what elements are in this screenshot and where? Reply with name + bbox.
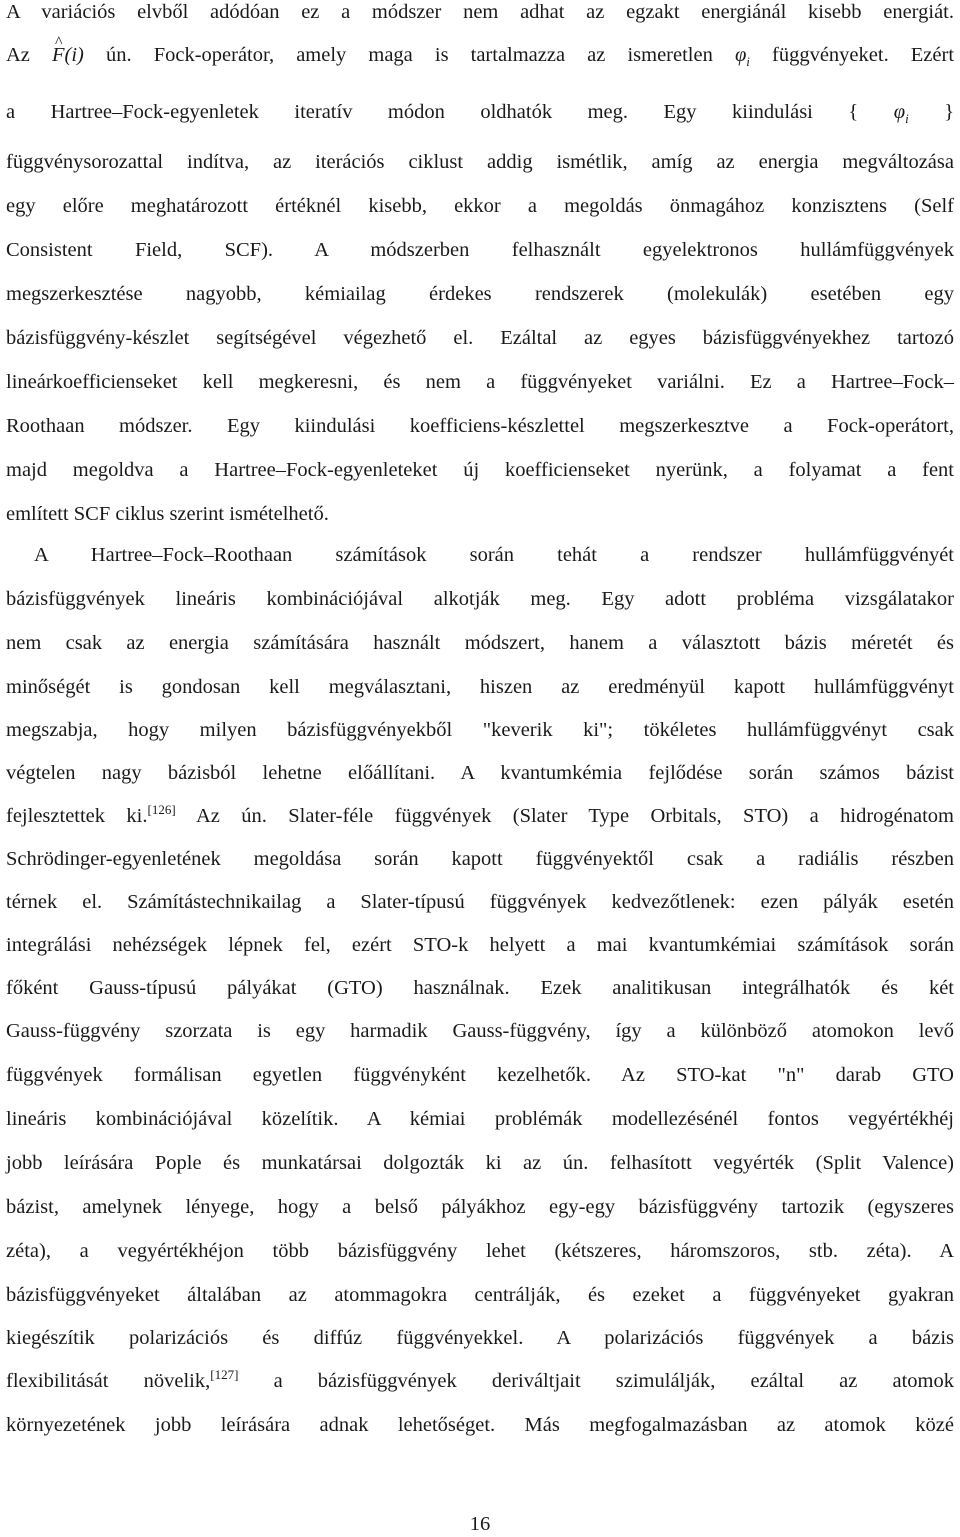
- text-line: zéta), a vegyértékhéjon több bázisfüggvény lehet (kétszeres, háromszoros, stb. zéta). A: [6, 1240, 954, 1262]
- text-line: Gauss-függvény szorzata is egy harmadik Gauss-függvény, így a különböző atomokon levő: [6, 1020, 954, 1042]
- text-line: megszerkesztése nagyobb, kémiailag érdekes rendszerek (molekulák) esetében egy: [6, 283, 954, 305]
- text-line: [6, 1369, 954, 1393]
- text-line: nem csak az energia számítására használt módszert, hanem a választott bázis méretét és: [6, 632, 954, 654]
- text-line: függvények formálisan egyetlen függvényként kezelhetők. Az STO-kat "n" darab GTO: [6, 1064, 954, 1086]
- math-argument: (i): [64, 44, 84, 66]
- text-line: egy előre meghatározott értéknél kisebb, ekkor a megoldás önmagához konzisztens (Self: [6, 195, 954, 217]
- text-line: függvénysorozattal indítva, az iterációs ciklust addig ismétlik, amíg az energia megváltozása: [6, 151, 954, 173]
- text-span: a Hartree–Fock-egyenletek iteratív módon oldhatók meg. Egy kiindulási: [6, 101, 813, 123]
- text-line: [6, 804, 954, 828]
- text-line: főként Gauss-típusú pályákat (GTO) használnak. Ezek analitikusan integrálhatók és két: [6, 977, 954, 999]
- text-line: említett SCF ciklus szerint ismételhető.: [6, 503, 329, 525]
- page-number: 16: [469, 1513, 491, 1535]
- text-line: bázisfüggvények lineáris kombinációjával alkotják meg. Egy adott probléma vizsgálatakor: [6, 588, 954, 610]
- text-span: flexibilitását növelik,: [6, 1370, 211, 1392]
- text-line: bázisfüggvényeket általában az atommagokra centrálják, és ezeket a függvényeket gyakran: [6, 1284, 954, 1306]
- citation-ref: [126]: [147, 802, 176, 817]
- fock-operator-symbol: ^ F: [52, 43, 65, 67]
- text-span: Az ún. Slater-féle függvények (Slater Type Orbitals, STO) a hidrogénatom: [195, 805, 954, 827]
- text-line: integrálási nehézségek lépnek fel, ezért STO-k helyett a mai kvantumkémiai számítások során: [6, 934, 954, 956]
- text-line: lineáris kombinációjával közelítik. A kémiai problémák modellezésénél fontos vegyértékhéj: [6, 1108, 954, 1130]
- text-span: ún. Fock-operátor, amely maga is tartalmazza az ismeretlen: [105, 44, 713, 66]
- text-span: Az: [6, 44, 30, 66]
- text-line: kiegészítik polarizációs és diffúz függvényekkel. A polarizációs függvények a bázis: [6, 1327, 954, 1349]
- text-line: Schrödinger-egyenletének megoldása során kapott függvényektől csak a radiális részben: [6, 848, 954, 870]
- text-line: [6, 100, 954, 124]
- text-line: minőségét is gondosan kell megválasztani, hiszen az eredményül kapott hullámfüggvényt: [6, 676, 954, 698]
- phi-symbol: $\varphi_i$: [734, 44, 750, 69]
- text-line: A variációs elvből adódóan ez a módszer nem adhat az egzakt energiánál kisebb energiát.: [6, 1, 954, 23]
- text-line: végtelen nagy bázisból lehetne előállítani. A kvantumkémia fejlődése során számos bázist: [6, 762, 954, 784]
- text-line: bázist, amelynek lényege, hogy a belső pályákhoz egy-egy bázisfüggvény tartozik (egyszeres: [6, 1196, 954, 1218]
- text-line: megszabja, hogy milyen bázisfüggvényekből "keverik ki"; tökéletes hullámfüggvényt csak: [6, 719, 954, 741]
- text-line: lineárkoefficienseket kell megkeresni, és nem a függvényeket variálni. Ez a Hartree–Fock–: [6, 371, 954, 393]
- text-line: Roothaan módszer. Egy kiindulási koefficiens-készlettel megszerkesztve a Fock-operátort,: [6, 415, 954, 437]
- text-span: fejlesztettek ki.: [6, 805, 148, 827]
- phi-set-symbol: { $\varphi_i$ }: [848, 101, 955, 126]
- text-span: függvényeket. Ezért: [772, 44, 955, 66]
- text-line: bázisfüggvény-készlet segítségével végezhető el. Ezáltal az egyes bázisfüggvényekhez tartozó: [6, 327, 954, 349]
- text-line: [6, 43, 954, 67]
- text-span: a bázisfüggvények deriváltjait szimulálják, ezáltal az atomok: [273, 1370, 955, 1392]
- text-line: Consistent Field, SCF). A módszerben felhasznált egyelektronos hullámfüggvények: [6, 239, 954, 261]
- text-line: A Hartree–Fock–Roothaan számítások során tehát a rendszer hullámfüggvényét: [34, 544, 954, 566]
- citation-ref: [127]: [210, 1367, 239, 1382]
- text-line: környezetének jobb leírására adnak lehetőséget. Más megfogalmazásban az atomok közé: [6, 1414, 954, 1436]
- text-line: majd megoldva a Hartree–Fock-egyenleteket új koefficienseket nyerünk, a folyamat a fent: [6, 459, 954, 481]
- text-line: térnek el. Számítástechnikailag a Slater-típusú függvények kedvezőtlenek: ezen pályák esetén: [6, 891, 954, 913]
- text-line: jobb leírására Pople és munkatársai dolgozták ki az ún. felhasított vegyérték (Split Valence): [6, 1152, 954, 1174]
